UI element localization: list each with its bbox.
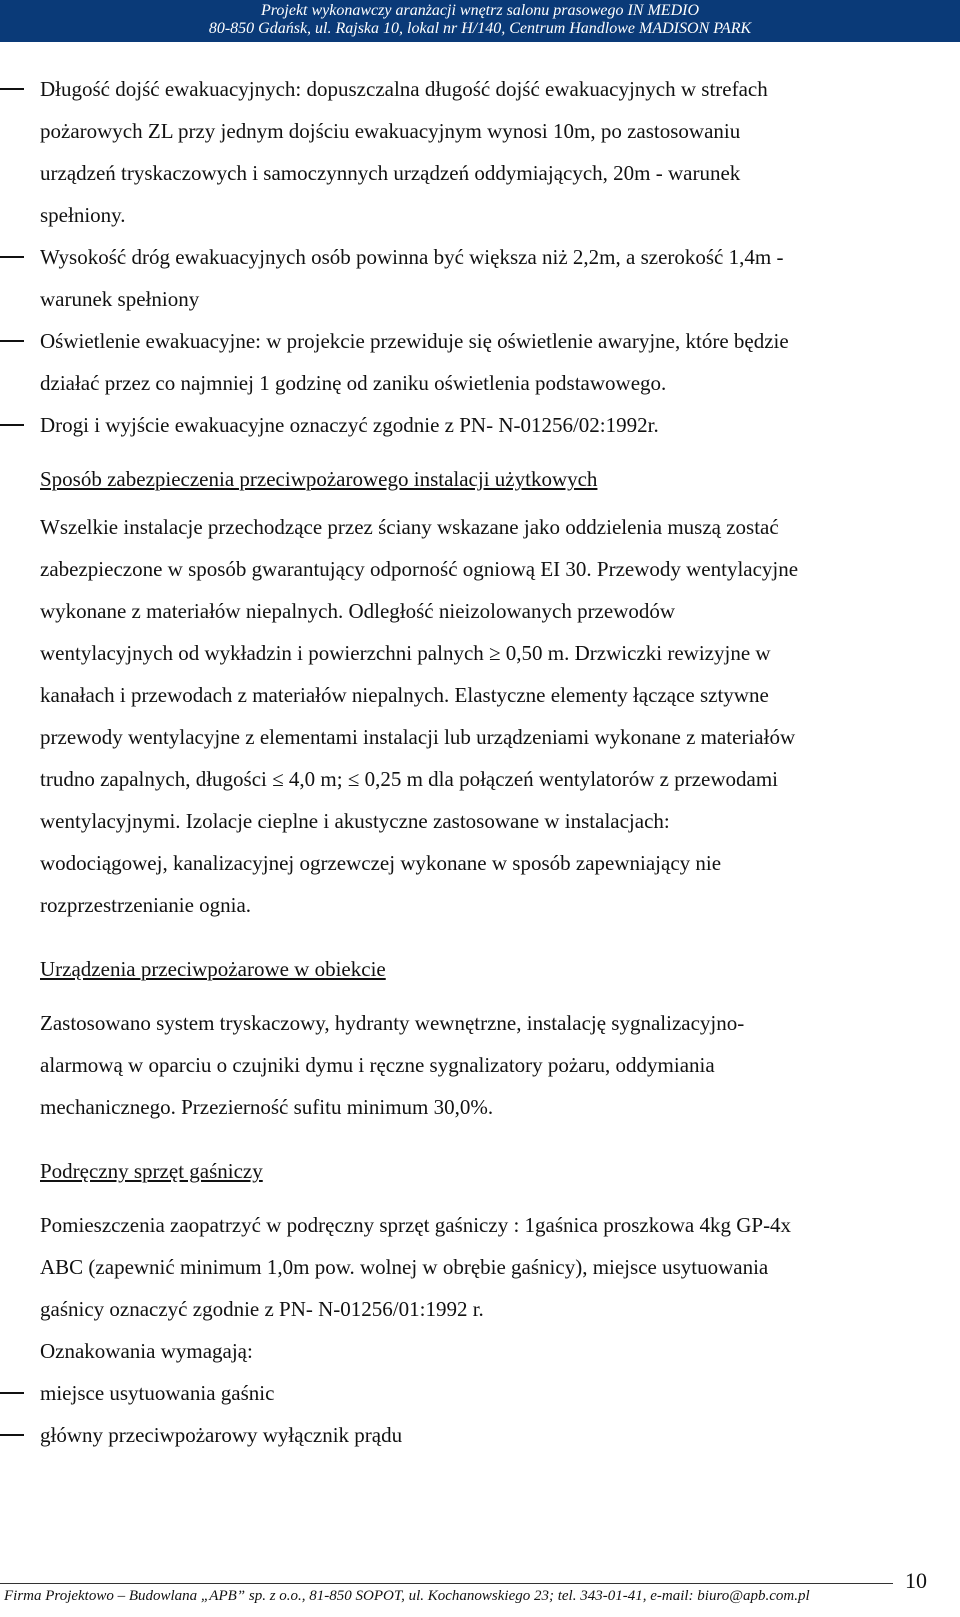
dash-bullet-icon xyxy=(0,1434,24,1436)
text-line: warunek spełniony xyxy=(40,287,200,311)
list-item xyxy=(0,68,960,236)
section-extinguishing-equipment xyxy=(0,1150,960,1372)
header-line-1: Projekt wykonawczy aranżacji wnętrz salonu prasowego IN MEDIO xyxy=(260,2,700,19)
text-line: alarmową w oparciu o czujniki dymu i ręczne sygnalizatory pożaru, oddymiania xyxy=(40,1053,715,1077)
section-heading: Urządzenia przeciwpożarowe w obiekcie xyxy=(40,957,386,981)
text-line: wentylacyjnych od wykładzin i powierzchni palnych ≥ 0,50 m. Drzwiczki rewizyjne w xyxy=(40,641,771,665)
text-line: Wszelkie instalacje przechodzące przez ściany wskazane jako oddzielenia muszą zostać xyxy=(40,515,779,539)
text-line: spełniony. xyxy=(40,203,126,227)
list-item xyxy=(0,404,960,446)
text-line: wentylacyjnymi. Izolacje cieplne i akustyczne zastosowane w instalacjach: xyxy=(40,809,670,833)
text-line: wykonane z materiałów niepalnych. Odległość nieizolowanych przewodów xyxy=(40,599,676,623)
list-item xyxy=(0,1372,960,1414)
text-line: ABC (zapewnić minimum 1,0m pow. wolnej w obrębie gaśnicy), miejsce usytuowania xyxy=(40,1255,769,1279)
text-line: działać przez co najmniej 1 godzinę od zaniku oświetlenia podstawowego. xyxy=(40,371,667,395)
text-line: gaśnicy oznaczyć zgodnie z PN- N-01256/01:1992 r. xyxy=(40,1297,484,1321)
text-line: rozprzestrzenianie ognia. xyxy=(40,893,252,917)
text-line: Długość dojść ewakuacyjnych: dopuszczalna długość dojść ewakuacyjnych w strefach xyxy=(40,77,768,101)
text-line: pożarowych ZL przy jednym dojściu ewakuacyjnym wynosi 10m, po zastosowaniu xyxy=(40,119,741,143)
text-line: Oświetlenie ewakuacyjne: w projekcie przewiduje się oświetlenie awaryjne, które będzie xyxy=(40,329,789,353)
text-line: zabezpieczone w sposób gwarantujący odporność ogniową EI 30. Przewody wentylacyjne xyxy=(40,557,799,581)
text-line: kanałach i przewodach z materiałów niepalnych. Elastyczne elementy łączące sztywne xyxy=(40,683,769,707)
text-line: urządzeń tryskaczowych i samoczynnych urządzeń oddymiających, 20m - warunek xyxy=(40,161,741,185)
section-heading: Podręczny sprzęt gaśniczy xyxy=(40,1159,263,1183)
list-item xyxy=(0,320,960,404)
list-item xyxy=(0,1414,960,1456)
dash-bullet-icon xyxy=(0,1392,24,1394)
text-line: Pomieszczenia zaopatrzyć w podręczny sprzęt gaśniczy : 1gaśnica proszkowa 4kg GP-4x xyxy=(40,1213,792,1237)
text-line: Wysokość dróg ewakuacyjnych osób powinna być większa niż 2,2m, a szerokość 1,4m - xyxy=(40,245,784,269)
text-line: Zastosowano system tryskaczowy, hydranty wewnętrzne, instalację sygnalizacyjno- xyxy=(40,1011,745,1035)
text-line: przewody wentylacyjne z elementami instalacji lub urządzeniami wykonane z materiałów xyxy=(40,725,796,749)
section-fire-devices xyxy=(0,948,960,1128)
footer-text: Firma Projektowo – Budowlana „APB” sp. z o.o., 81-850 SOPOT, ul. Kochanowskiego 23; tel. 343-01-41, e-mail: biuro@apb.com.pl xyxy=(4,1588,810,1604)
text-line: Oznakowania wymagają: xyxy=(40,1339,253,1363)
section-fire-protection-installations xyxy=(0,458,960,926)
text-line: trudno zapalnych, długości ≤ 4,0 m; ≤ 0,25 m dla połączeń wentylatorów z przewodami xyxy=(40,767,779,791)
text-line: mechanicznego. Przezierność sufitu minimum 30,0%. xyxy=(40,1095,494,1119)
text-line: główny przeciwpożarowy wyłącznik prądu xyxy=(40,1423,403,1447)
dash-bullet-icon xyxy=(0,88,24,90)
footer-divider xyxy=(0,1583,893,1584)
dash-bullet-icon xyxy=(0,424,24,426)
text-line: wodociągowej, kanalizacyjnej ogrzewczej wykonane w sposób zapewniający nie xyxy=(40,851,722,875)
dash-bullet-icon xyxy=(0,340,24,342)
text-line: Drogi i wyjście ewakuacyjne oznaczyć zgodnie z PN- N-01256/02:1992r. xyxy=(40,413,659,437)
document-body xyxy=(0,68,960,1456)
page-number: 10 xyxy=(905,1568,927,1593)
page-header xyxy=(0,0,960,42)
section-heading: Sposób zabezpieczenia przeciwpożarowego instalacji użytkowych xyxy=(40,467,598,491)
list-item xyxy=(0,236,960,320)
dash-bullet-icon xyxy=(0,256,24,258)
text-line: miejsce usytuowania gaśnic xyxy=(40,1381,275,1405)
header-line-2: 80-850 Gdańsk, ul. Rajska 10, lokal nr H/140, Centrum Handlowe MADISON PARK xyxy=(208,20,752,37)
